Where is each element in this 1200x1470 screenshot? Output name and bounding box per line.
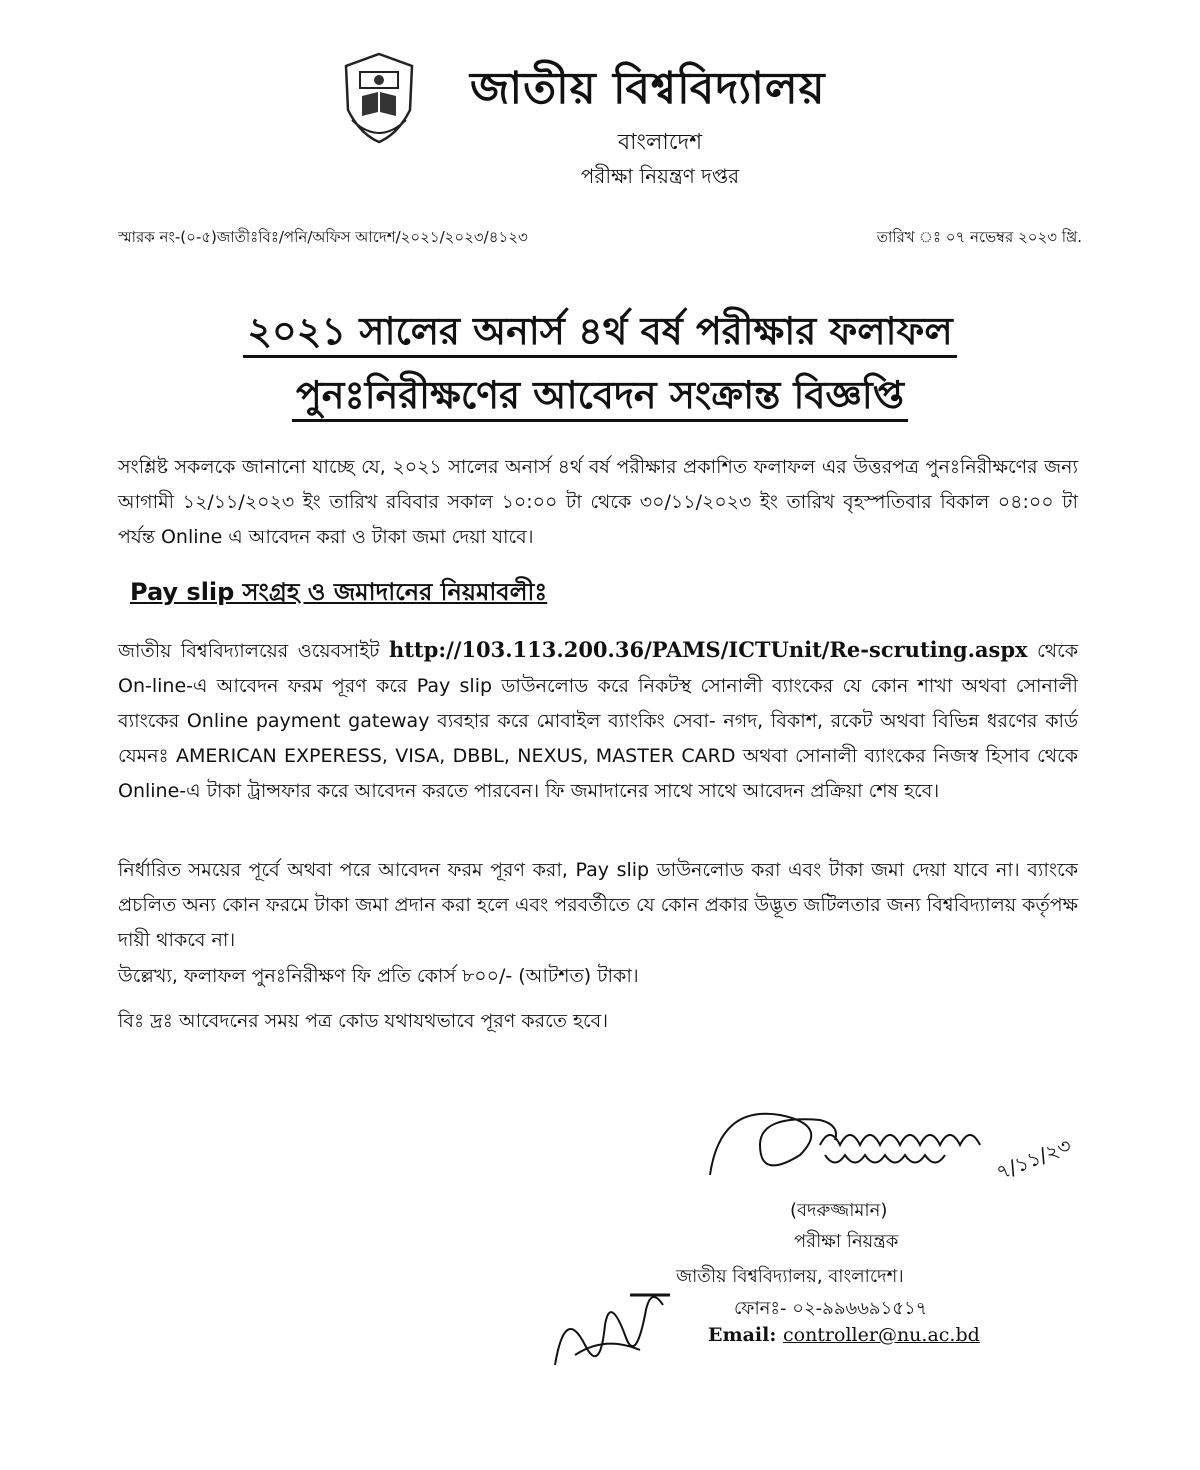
payslip-rules-heading: Pay slip সংগ্রহ ও জমাদানের নিয়মাবলীঃ: [130, 578, 548, 606]
application-url-link[interactable]: http://103.113.200.36/PAMS/ICTUnit/Re-scruting.aspx: [388, 637, 1028, 662]
fee-note: উল্লেখ্য, ফলাফল পুনঃনিরীক্ষণ ফি প্রতি কোর্স ৮০০/- (আটশত) টাকা।: [118, 965, 639, 987]
special-note: বিঃ দ্রঃ আবেদনের সময় পত্র কোড যথাযথভাবে পূরণ করতে হবে।: [118, 1010, 609, 1032]
signatory-name: (বদরুজ্জামান): [790, 1200, 888, 1221]
issue-date: তারিখ ঃ ০৭ নভেম্বর ২০২৩ খ্রি.: [876, 228, 1082, 246]
country-name: বাংলাদেশ: [617, 130, 703, 155]
intro-paragraph: সংশ্লিষ্ট সকলকে জানানো যাচ্ছে যে, ২০২১ সালের অনার্স ৪র্থ বর্ষ পরীক্ষার প্রকাশিত ফলাফল এর উত্তরপত্র পুনঃনিরীক্ষণের জন্য আগামী ১২/১১/২০২৩ ইং তারিখ রবিবার সকাল ১০:০০ টা থেকে ৩০/১১/২০২৩ ইং তারিখ বৃহস্পতিবার বিকাল ০৪:০০ টা পর্যন্ত Online এ আবেদন করা ও টাকা জমা দেয়া যাবে।: [118, 456, 1078, 548]
signatory-email: Email: controller@nu.ac.bd: [708, 1324, 980, 1346]
signatory-title: পরীক্ষা নিয়ন্ত্রক: [794, 1231, 899, 1252]
memo-number: স্মারক নং-(০-৫)জাতীঃবিঃ/পনি/অফিস আদেশ/২০২১/২০২৩/৪১২৩: [118, 228, 528, 246]
signatory-organization: জাতীয় বিশ্ববিদ্যালয়, বাংলাদেশ।: [676, 1266, 904, 1287]
university-name: জাতীয় বিশ্ববিদ্যালয়: [470, 63, 826, 114]
initials-signature: [545, 1265, 675, 1385]
payslip-rules-paragraph: জাতীয় বিশ্ববিদ্যালয়ের ওয়েবসাইট http://103.113.200.36/PAMS/ICTUnit/Re-scruting.aspx থেকে On-line-এ আবেদন ফরম পূরণ করে Pay slip ডাউনলোড করে নিকটস্থ সোনালী ব্যাংকের যে কোন শাখা অথবা সোনালী ব্যাংকের Online payment gateway ব্যবহার করে মোবাইল ব্যাংকিং সেবা- নগদ, বিকাশ, রকেট অথবা বিভিন্ন ধরণের কার্ড যেমনঃ AMERICAN EXPERESS, VISA, DBBL, NEXUS, MASTER CARD অথবা সোনালী ব্যাংকের নিজস্ব হিসাব থেকে Online-এ টাকা ট্রান্সফার করে আবেদন করতে পারবেন। ফি জমাদানের সাথে সাথে আবেদন প্রক্রিয়া শেষ হবে।: [118, 637, 1078, 802]
email-link[interactable]: controller@nu.ac.bd: [782, 1324, 980, 1346]
svg-text:৭/১১/২৩: ৭/১১/২৩: [992, 1132, 1075, 1185]
notice-title-line-2: পুনঃনিরীক্ষণের আবেদন সংক্রান্ত বিজ্ঞপ্তি: [0, 366, 1200, 430]
deadline-warning-paragraph: নির্ধারিত সময়ের পূর্বে অথবা পরে আবেদন ফরম পূরণ করা, Pay slip ডাউনলোড করা এবং টাকা জমা দেয়া যাবে না। ব্যাংকে প্রচলিত অন্য কোন ফরমে টাকা জমা প্রদান করা হলে এবং পরবর্তীতে যে কোন প্রকার উদ্ভূত জটিলতার জন্য বিশ্ববিদ্যালয় কর্তৃপক্ষ দায়ী থাকবে না।: [118, 859, 1078, 951]
controller-signature: [700, 1085, 1100, 1195]
office-name: পরীক্ষা নিয়ন্ত্রণ দপ্তর: [580, 164, 740, 188]
signatory-phone: ফোনঃ- ০২-৯৯৬৬৯১৫১৭: [734, 1298, 928, 1319]
notice-title-line-1: ২০২১ সালের অনার্স ৪র্থ বর্ষ পরীক্ষার ফলাফল: [0, 302, 1200, 366]
